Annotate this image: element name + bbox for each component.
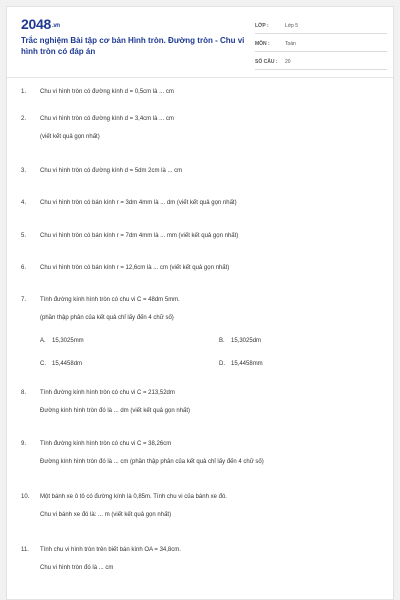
meta-info xyxy=(255,19,387,73)
question-number: 2. xyxy=(21,116,27,122)
question-text: Chu vi hình tròn có bán kính r = 12,6cm là ... cm (viết kết quả gọn nhất) xyxy=(40,265,230,271)
page-title: Trắc nghiệm Bài tập cơ bản Hình tròn. Đường tròn - Chu vi hình tròn có đáp án xyxy=(21,36,245,56)
meta-value: Toán xyxy=(285,41,296,47)
option-b[interactable]: B. 15,3025dm xyxy=(219,338,262,344)
question-number: 10. xyxy=(21,494,30,500)
question-text: Chu vi hình tròn có bán kính r = 7dm 4mm là ... mm (viết kết quả gọn nhất) xyxy=(40,233,239,239)
question-text: Chu vi hình tròn có đường kính d = 3,4cm là ... cm xyxy=(40,116,174,122)
option-c[interactable]: C. 15,4458dm xyxy=(40,361,83,367)
question-text: Một bánh xe ô tô có đường kính là 0,85m. Tính chu vi của bánh xe đó. xyxy=(40,494,227,500)
site-logo[interactable]: 2048.vn xyxy=(21,16,60,32)
question-number: 9. xyxy=(21,441,27,447)
question-answer-prompt: Chu vi bánh xe đó là: ... m (viết kết quả gọn nhất) xyxy=(40,512,172,518)
option-d[interactable]: D. 15,4458mm xyxy=(219,361,263,367)
header-divider xyxy=(7,77,393,78)
question-text: Tính đường kính hình tròn có chu vi C = 48dm 5mm. xyxy=(40,297,180,303)
question-text: Tính đường kính hình tròn có chu vi C = 38,26cm xyxy=(40,441,172,447)
question-text: Chu vi hình tròn có bán kính r = 3dm 4mm là ... dm (viết kết quả gọn nhất) xyxy=(40,200,237,206)
question-number: 7. xyxy=(21,297,27,303)
question-number: 8. xyxy=(21,390,27,396)
question-text: Tính chu vi hình tròn trên biết bán kính OA = 34,8cm. xyxy=(40,547,181,553)
question-answer-prompt: Đường kính hình tròn đó là ... dm (viết kết quả gọn nhất) xyxy=(40,408,191,414)
meta-label: SỐ CÂU : xyxy=(255,59,278,65)
question-number: 6. xyxy=(21,265,27,271)
option-a[interactable]: A. 15,3025mm xyxy=(40,338,84,344)
meta-label: MÔN : xyxy=(255,41,270,47)
header xyxy=(7,7,393,77)
meta-value: Lớp 5 xyxy=(285,23,299,29)
meta-value: 20 xyxy=(285,59,291,65)
question-text: Chu vi hình tròn có đường kính d = 5dm 2cm là ... cm xyxy=(40,168,183,174)
question-text: Tính đường kính hình tròn có chu vi C = 213,52dm xyxy=(40,390,175,396)
question-number: 3. xyxy=(21,168,27,174)
question-number: 4. xyxy=(21,200,27,206)
question-number: 5. xyxy=(21,233,27,239)
question-number: 1. xyxy=(21,89,27,95)
question-number: 11. xyxy=(21,547,29,553)
meta-row-count xyxy=(255,55,387,70)
question-text: Chu vi hình tròn có đường kính d = 0,5cm là ... cm xyxy=(40,89,174,95)
meta-label: LỚP : xyxy=(255,23,269,29)
worksheet-page xyxy=(6,6,394,600)
question-note: (phần thập phân của kết quả chỉ lấy đến 4 chữ số) xyxy=(40,315,174,321)
meta-row-subject xyxy=(255,37,387,52)
meta-row-grade xyxy=(255,19,387,34)
question-note: (viết kết quả gọn nhất) xyxy=(40,134,100,140)
question-answer-prompt: Chu vi hình tròn đó là ... cm xyxy=(40,565,114,571)
question-answer-prompt: Đường kính hình tròn đó là ... cm (phần thập phân của kết quả chỉ lấy đến 4 chữ số) xyxy=(40,459,264,465)
